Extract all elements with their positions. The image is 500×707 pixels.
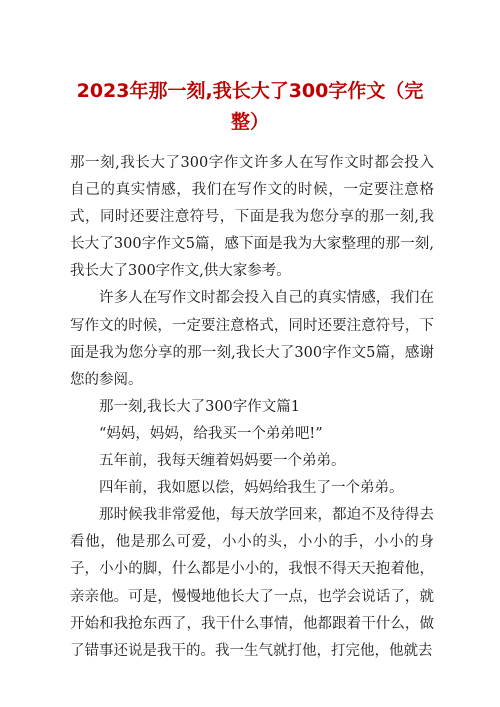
paragraph: 四年前，我如愿以偿，妈妈给我生了一个弟弟。 (99, 480, 404, 497)
paragraph: 那时候我非常爱他，每天放学回来，都迫不及待得去看他，他是那么可爱，小小的头，小小的手，小小的身子，小小的脚，什么都是小小的，我恨不得天天抱着他，亲亲他。可是，慢慢地他长大了一点，也学会说话了，就开始和我抢东西了，我干什么事情，他都跟着干什么，做了错事还说是我干的。我一生气就打他，打完他，他就去 (70, 507, 434, 659)
document-body (70, 150, 434, 665)
paragraph: 许多人在写作文时都会投入自己的真实情感，我们在写作文的时候，一定要注意格式，同时还要注意符号，下面是我为您分享的那一刻,我长大了300字作文5篇，感谢您的参阅。 (70, 290, 434, 388)
paragraph: 五年前，我每天缠着妈妈要一个弟弟。 (99, 453, 346, 470)
paragraph: “妈妈，妈妈，给我买一个弟弟吧!” (99, 425, 323, 442)
document-title: 2023年那一刻,我长大了300字作文（完整） (76, 80, 424, 133)
paragraph: 那一刻,我长大了300字作文许多人在写作文时都会投入自己的真实情感，我们在写作文的时候，一定要注意格式，同时还要注意符号，下面是我为您分享的那一刻,我长大了300字作文5篇，感下面是我为大家整理的那一刻,我长大了300字作文,供大家参考。 (70, 155, 434, 280)
section-heading: 那一刻,我长大了300字作文篇1 (99, 398, 301, 415)
